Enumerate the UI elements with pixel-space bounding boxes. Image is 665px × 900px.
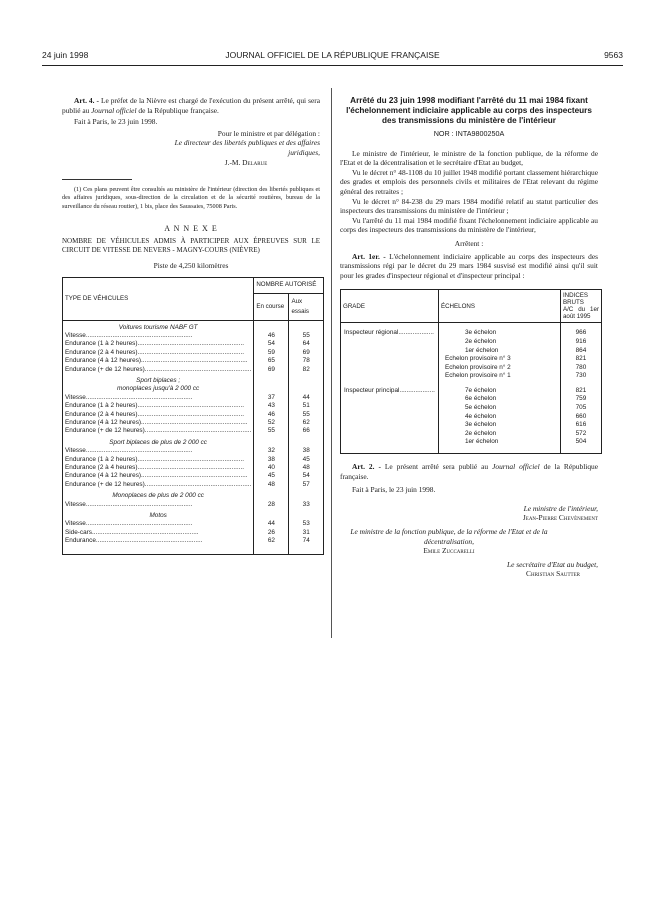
vehicle-category	[63, 332, 254, 340]
vehicle-row	[63, 357, 324, 365]
grade-cell-empty	[341, 364, 439, 373]
echelon-row	[341, 355, 602, 364]
vehicle-row	[63, 427, 324, 435]
vehicle-category	[63, 394, 254, 402]
vehicle-section-row	[63, 436, 324, 447]
race-count: 55	[254, 427, 289, 435]
vehicle-category	[63, 402, 254, 410]
race-count: 46	[254, 411, 289, 419]
vehicle-category	[63, 419, 254, 427]
indice-value: 780	[575, 363, 587, 371]
echelon-label: 1er échelon	[438, 438, 560, 447]
vehicle-row	[63, 366, 324, 374]
grade-cell-empty	[341, 413, 439, 422]
article-4-text: Le préfet de la Nièvre est chargé de l'exécution du présent arrêté, qui sera publié au	[62, 96, 320, 115]
article-2-text: Le présent arrêté sera publié au	[380, 462, 493, 472]
vehicle-category-label: Vitesse	[65, 447, 86, 455]
echelon-row	[341, 404, 602, 413]
practice-count: 66	[302, 427, 310, 435]
grade-cell-empty	[341, 395, 439, 404]
leader-dots: ............................................................	[141, 357, 248, 365]
indice-value: 916	[575, 337, 587, 345]
footnote-rule	[62, 179, 132, 180]
indice-value: 821	[575, 386, 587, 394]
grade-header: GRADE	[341, 290, 439, 323]
practice-count: 62	[302, 419, 310, 427]
left-done-date: Fait à Paris, le 23 juin 1998.	[74, 117, 158, 127]
race-count: 43	[254, 402, 289, 410]
echelon-label: 3e échelon	[438, 329, 560, 338]
leader-dots: ............................................................	[144, 427, 252, 435]
practice-count: 53	[302, 520, 310, 528]
leader-dots: ............................................................	[85, 500, 193, 508]
table-bottom-spacer	[341, 447, 602, 454]
vehicle-category-label: Endurance (1 à 2 heures)	[65, 402, 138, 410]
vehicle-section-title: Sport biplaces ;	[63, 374, 254, 385]
vehicle-category-label: Endurance (+ de 12 heures)	[65, 365, 145, 373]
practice-count: 64	[302, 340, 310, 348]
grade-cell-empty	[341, 404, 439, 413]
page-number: 9563	[604, 50, 623, 60]
vehicle-category-label: Endurance (2 à 4 heures)	[65, 348, 138, 356]
vehicle-row	[63, 332, 324, 340]
echelon-row	[341, 329, 602, 338]
track-length: Piste de 4,250 kilomètres	[153, 260, 229, 270]
race-count: 59	[254, 349, 289, 357]
vehicle-category-label: Endurance (4 à 12 heures)	[65, 357, 142, 365]
signature-fonction-publique-title: Le ministre de la fonction publique, de la réforme de l'Etat et de la décentralisation,	[350, 527, 548, 546]
echelon-row	[341, 347, 602, 356]
leader-dots: ............................................................	[137, 340, 245, 348]
nor-reference: NOR : INTA9800250A	[433, 129, 505, 138]
vehicle-category	[63, 340, 254, 348]
indice-value: 966	[575, 329, 587, 337]
indice-value: 821	[575, 355, 587, 363]
vehicle-category-label: Vitesse	[65, 520, 86, 528]
vehicle-category	[63, 427, 254, 435]
vehicle-type-header: TYPE DE VÉHICULES	[63, 277, 254, 320]
annexe-heading: A N N E X E	[164, 223, 218, 233]
echelon-label: Echelon provisoire n° 3	[438, 355, 560, 364]
leader-dots: ............................................................	[85, 393, 193, 401]
echelon-row	[341, 395, 602, 404]
vehicle-section-title: Monoplaces de plus de 2 000 cc	[63, 489, 254, 500]
vehicle-row	[63, 481, 324, 489]
practice-count: 57	[302, 480, 310, 488]
echelon-label: Echelon provisoire n° 2	[438, 364, 560, 373]
practice-count: 38	[302, 447, 310, 455]
race-count: 54	[254, 340, 289, 348]
vehicle-section-subtitle: monoplaces jusqu'à 2 000 cc	[63, 385, 254, 393]
echelon-label: 2e échelon	[438, 338, 560, 347]
leader-dots: ............................................................	[137, 464, 245, 472]
practice-count: 69	[302, 348, 310, 356]
practice-count: 82	[302, 365, 310, 373]
vehicle-category-label: Endurance (4 à 12 heures)	[65, 419, 142, 427]
left-column	[62, 96, 320, 555]
race-count: 26	[254, 529, 289, 537]
vehicle-category	[63, 501, 254, 509]
vehicle-category-label: Endurance (+ de 12 heures)	[65, 480, 145, 488]
race-count: 65	[254, 357, 289, 365]
grade-cell-empty	[341, 430, 439, 439]
footnote: (1) Ces plans peuvent être consultés au ministère de l'intérieur (direction des libertés publiques et des affaires juridiques, sous-direction de la circulation et de la sécurité routières, bureau de la surveillance du réseau routier), 1 bis, place des Saussaies, 75008 Paris.	[62, 186, 320, 210]
column-divider	[331, 88, 332, 638]
vehicle-section-title: Motos	[63, 509, 254, 520]
echelon-label: Echelon provisoire n° 1	[438, 372, 560, 381]
leader-dots: ............................................................	[137, 410, 245, 418]
echelon-table-body	[341, 323, 602, 454]
indice-value: 730	[575, 372, 587, 380]
signature-budget-title: Le secrétaire d'Etat au budget,	[506, 559, 598, 569]
vehicle-section-title: Sport biplaces de plus de 2 000 cc	[63, 436, 254, 447]
decree-title: Arrêté du 23 juin 1998 modifiant l'arrêté du 11 mai 1984 fixant l'échelonnement indiciaire applicable au corps des inspecteurs des transmissions du ministère de l'intérieur	[346, 96, 592, 125]
race-count: 38	[254, 456, 289, 464]
vehicle-section-title: Voitures tourisme NABF GT	[63, 320, 254, 332]
race-count: 46	[254, 332, 289, 340]
echelon-row	[341, 372, 602, 381]
vehicle-section-row	[63, 489, 324, 500]
race-count: 40	[254, 464, 289, 472]
visa-arrete-1984: Vu l'arrêté du 11 mai 1984 modifié fixant l'échelonnement indiciaire applicable au corps des inspecteurs des transmissions du ministère de l'intérieur,	[340, 215, 598, 235]
vehicle-category-label: Endurance (2 à 4 heures)	[65, 464, 138, 472]
indice-value: 616	[575, 421, 587, 429]
vehicle-row	[63, 340, 324, 348]
running-header	[42, 50, 623, 64]
vehicle-row	[63, 472, 324, 480]
practice-count: 51	[302, 402, 310, 410]
leader-dots: ............................................................	[85, 447, 193, 455]
grade-label: Inspecteur principal	[344, 386, 400, 394]
race-count: 32	[254, 447, 289, 455]
practice-count: 54	[302, 472, 310, 480]
visa-decree-1984: Vu le décret n° 84-238 du 29 mars 1984 modifié relatif au statut particulier des inspecteurs des transmissions du ministère de l'intérieur ;	[340, 196, 598, 216]
grade-cell-empty	[341, 438, 439, 447]
vehicle-section-row	[63, 509, 324, 520]
signature-interior-title: Le ministre de l'intérieur,	[523, 503, 598, 513]
grade-cell-empty	[341, 338, 439, 347]
indice-value: 759	[575, 395, 587, 403]
practice-count: 55	[302, 331, 310, 339]
echelon-label: 2e échelon	[438, 430, 560, 439]
leader-dots: ............................................................	[141, 472, 248, 480]
vehicle-row	[63, 411, 324, 419]
article-1-label: Art. 1er. -	[352, 251, 386, 261]
practice-count: 44	[302, 393, 310, 401]
arretent: Arrêtent :	[454, 238, 484, 248]
vehicle-row	[63, 394, 324, 402]
race-count: 44	[254, 520, 289, 528]
echelon-table	[340, 289, 602, 454]
vehicle-row	[63, 419, 324, 427]
vehicle-category	[63, 456, 254, 464]
article-2-tail: de la République française.	[340, 462, 598, 481]
article-4	[62, 96, 320, 115]
indice-value: 572	[575, 429, 587, 437]
race-count: 52	[254, 419, 289, 427]
vehicle-row	[63, 520, 324, 528]
vehicle-category	[63, 349, 254, 357]
practice-count: 74	[302, 537, 310, 545]
echelon-row	[341, 387, 602, 396]
race-count: 28	[254, 501, 289, 509]
vehicle-category	[63, 411, 254, 419]
race-count: 45	[254, 472, 289, 480]
leader-dots: ............................................................	[85, 331, 193, 339]
leader-dots: ............................................................	[144, 480, 252, 488]
grade-cell	[341, 387, 439, 396]
leader-dots: ............................................................	[137, 348, 245, 356]
grade-cell	[341, 329, 439, 338]
vehicle-category	[63, 464, 254, 472]
grade-cell-empty	[341, 347, 439, 356]
practice-header: Aux essais	[289, 293, 324, 320]
leader-dots: ............................................................	[137, 455, 245, 463]
vehicle-section-row	[63, 374, 324, 385]
vehicle-table-body	[63, 320, 324, 555]
race-count: 69	[254, 366, 289, 374]
echelon-label: 7e échelon	[438, 387, 560, 396]
echelon-label: 1er échelon	[438, 347, 560, 356]
signature-interior-name: Jean-Pierre Chevènement	[522, 513, 598, 523]
echelon-label: 6e échelon	[438, 395, 560, 404]
article-4-journal: Journal officiel	[91, 105, 137, 115]
signature-budget-name: Christian Sautter	[526, 569, 580, 579]
grade-label: Inspecteur régional	[344, 329, 399, 337]
leader-dots: ............................................................	[137, 402, 245, 410]
article-1-text: L'échelonnement indiciaire applicable au corps des inspecteurs des transmissions régi par le décret du 29 mars 1984 susvisé est modifié ainsi qu'il suit pour les grades d'inspecteur régional et d'inspecteur principal :	[340, 251, 598, 280]
annexe-title: NOMBRE DE VÉHICULES ADMIS À PARTICIPER AUX ÉPREUVES SUR LE CIRCUIT DE VITESSE DE NEVERS - MAGNY-COURS (NIÈVRE)	[62, 237, 320, 255]
vehicle-section-row	[63, 385, 324, 393]
article-2-label: Art. 2. -	[352, 462, 381, 472]
echelon-row	[341, 421, 602, 430]
vehicle-category	[63, 447, 254, 455]
vehicle-category	[63, 366, 254, 374]
vehicle-category	[63, 472, 254, 480]
echelon-row	[341, 413, 602, 422]
leader-dots: ............................................................	[85, 520, 193, 528]
leader-dots: ............................................................	[144, 365, 252, 373]
leader-dots: ....................	[399, 386, 435, 394]
left-signature-title: Le directeur des libertés publiques et des affaires juridiques,	[174, 138, 320, 157]
indice-value: 864	[575, 346, 587, 354]
vehicle-category-label: Endurance (4 à 12 heures)	[65, 472, 142, 480]
echelon-row	[341, 438, 602, 447]
table-bottom-spacer	[63, 546, 324, 555]
journal-title: JOURNAL OFFICIEL DE LA RÉPUBLIQUE FRANÇAISE	[225, 50, 440, 60]
vehicle-category	[63, 529, 254, 537]
indice-value: 660	[575, 412, 587, 420]
vehicle-category-label: Endurance (+ de 12 heures)	[65, 427, 145, 435]
vehicle-category	[63, 537, 254, 545]
grade-cell-empty	[341, 372, 439, 381]
practice-count: 33	[302, 500, 310, 508]
visa-decree-1948: Vu le décret n° 48-1108 du 10 juillet 1948 modifié portant classement hiérarchique des grades et emplois des personnels civils et militaires de l'Etat relevant du régime général des retraites ;	[340, 167, 598, 196]
article-1	[340, 252, 598, 281]
vehicle-category	[63, 481, 254, 489]
vehicle-category-label: Endurance	[65, 537, 96, 545]
vehicle-row	[63, 501, 324, 509]
article-2	[340, 462, 598, 481]
vehicle-category	[63, 520, 254, 528]
practice-count: 45	[302, 455, 310, 463]
indice-value: 705	[575, 404, 587, 412]
header-date: 24 juin 1998	[42, 50, 89, 60]
leader-dots: ............................................................	[92, 528, 199, 536]
leader-dots: ....................	[398, 329, 434, 337]
vehicle-row	[63, 537, 324, 545]
vehicle-category-label: Vitesse	[65, 393, 86, 401]
vehicle-row	[63, 402, 324, 410]
echelon-row	[341, 364, 602, 373]
grade-cell-empty	[341, 355, 439, 364]
signature-fonction-publique-name: Emile Zuccarelli	[423, 546, 475, 556]
vehicle-category	[63, 357, 254, 365]
vehicle-category-label: Endurance (1 à 2 heures)	[65, 455, 138, 463]
race-count: 37	[254, 394, 289, 402]
vehicle-category-label: Vitesse	[65, 331, 86, 339]
article-4-label: Art. 4. -	[74, 96, 99, 105]
echelon-label: 5e échelon	[438, 404, 560, 413]
leader-dots: ............................................................	[95, 537, 203, 545]
vehicle-row	[63, 456, 324, 464]
echelons-header: ÉCHELONS	[438, 290, 560, 323]
vehicle-row	[63, 349, 324, 357]
vehicle-row	[63, 447, 324, 455]
article-4-tail: de la République française.	[136, 105, 219, 115]
article-2-journal: Journal officiel	[492, 462, 540, 472]
race-count: 48	[254, 481, 289, 489]
vehicle-category-label: Endurance (2 à 4 heures)	[65, 410, 138, 418]
indice-value: 504	[575, 438, 587, 446]
practice-count: 55	[302, 410, 310, 418]
practice-count: 31	[302, 528, 310, 536]
vehicle-row	[63, 464, 324, 472]
left-signature-delegation: Pour le ministre et par délégation :	[217, 128, 320, 138]
right-column	[340, 96, 598, 579]
practice-count: 78	[302, 357, 310, 365]
left-signature-name: J.-M. Delarue	[224, 157, 268, 167]
indices-header	[560, 290, 601, 323]
right-done-date: Fait à Paris, le 23 juin 1998.	[352, 485, 436, 495]
practice-count: 48	[302, 464, 310, 472]
grade-cell-empty	[341, 421, 439, 430]
vehicle-table	[62, 277, 324, 556]
vehicle-category-label: Side-cars	[65, 528, 92, 536]
leader-dots: ............................................................	[141, 419, 248, 427]
echelon-row	[341, 430, 602, 439]
vehicle-section-row	[63, 320, 324, 332]
vehicle-row	[63, 529, 324, 537]
vehicle-category-label: Vitesse	[65, 500, 86, 508]
vehicle-category-label: Endurance (1 à 2 heures)	[65, 340, 138, 348]
race-count: 62	[254, 537, 289, 545]
echelon-label: 4e échelon	[438, 413, 560, 422]
echelon-row	[341, 338, 602, 347]
echelon-label: 3e échelon	[438, 421, 560, 430]
race-header: En course	[254, 293, 289, 320]
indices-header-title: INDICES BRUTS	[562, 292, 589, 307]
header-rule	[42, 65, 623, 66]
indices-header-date: A/C du 1er août 1995	[562, 306, 599, 321]
authorized-number-header: NOMBRE AUTORISÉ	[254, 277, 324, 293]
preamble-ministers: Le ministre de l'intérieur, le ministre de la fonction publique, de la réforme de l'Etat et de la décentralisation et le secrétaire d'Etat au budget,	[340, 148, 598, 168]
